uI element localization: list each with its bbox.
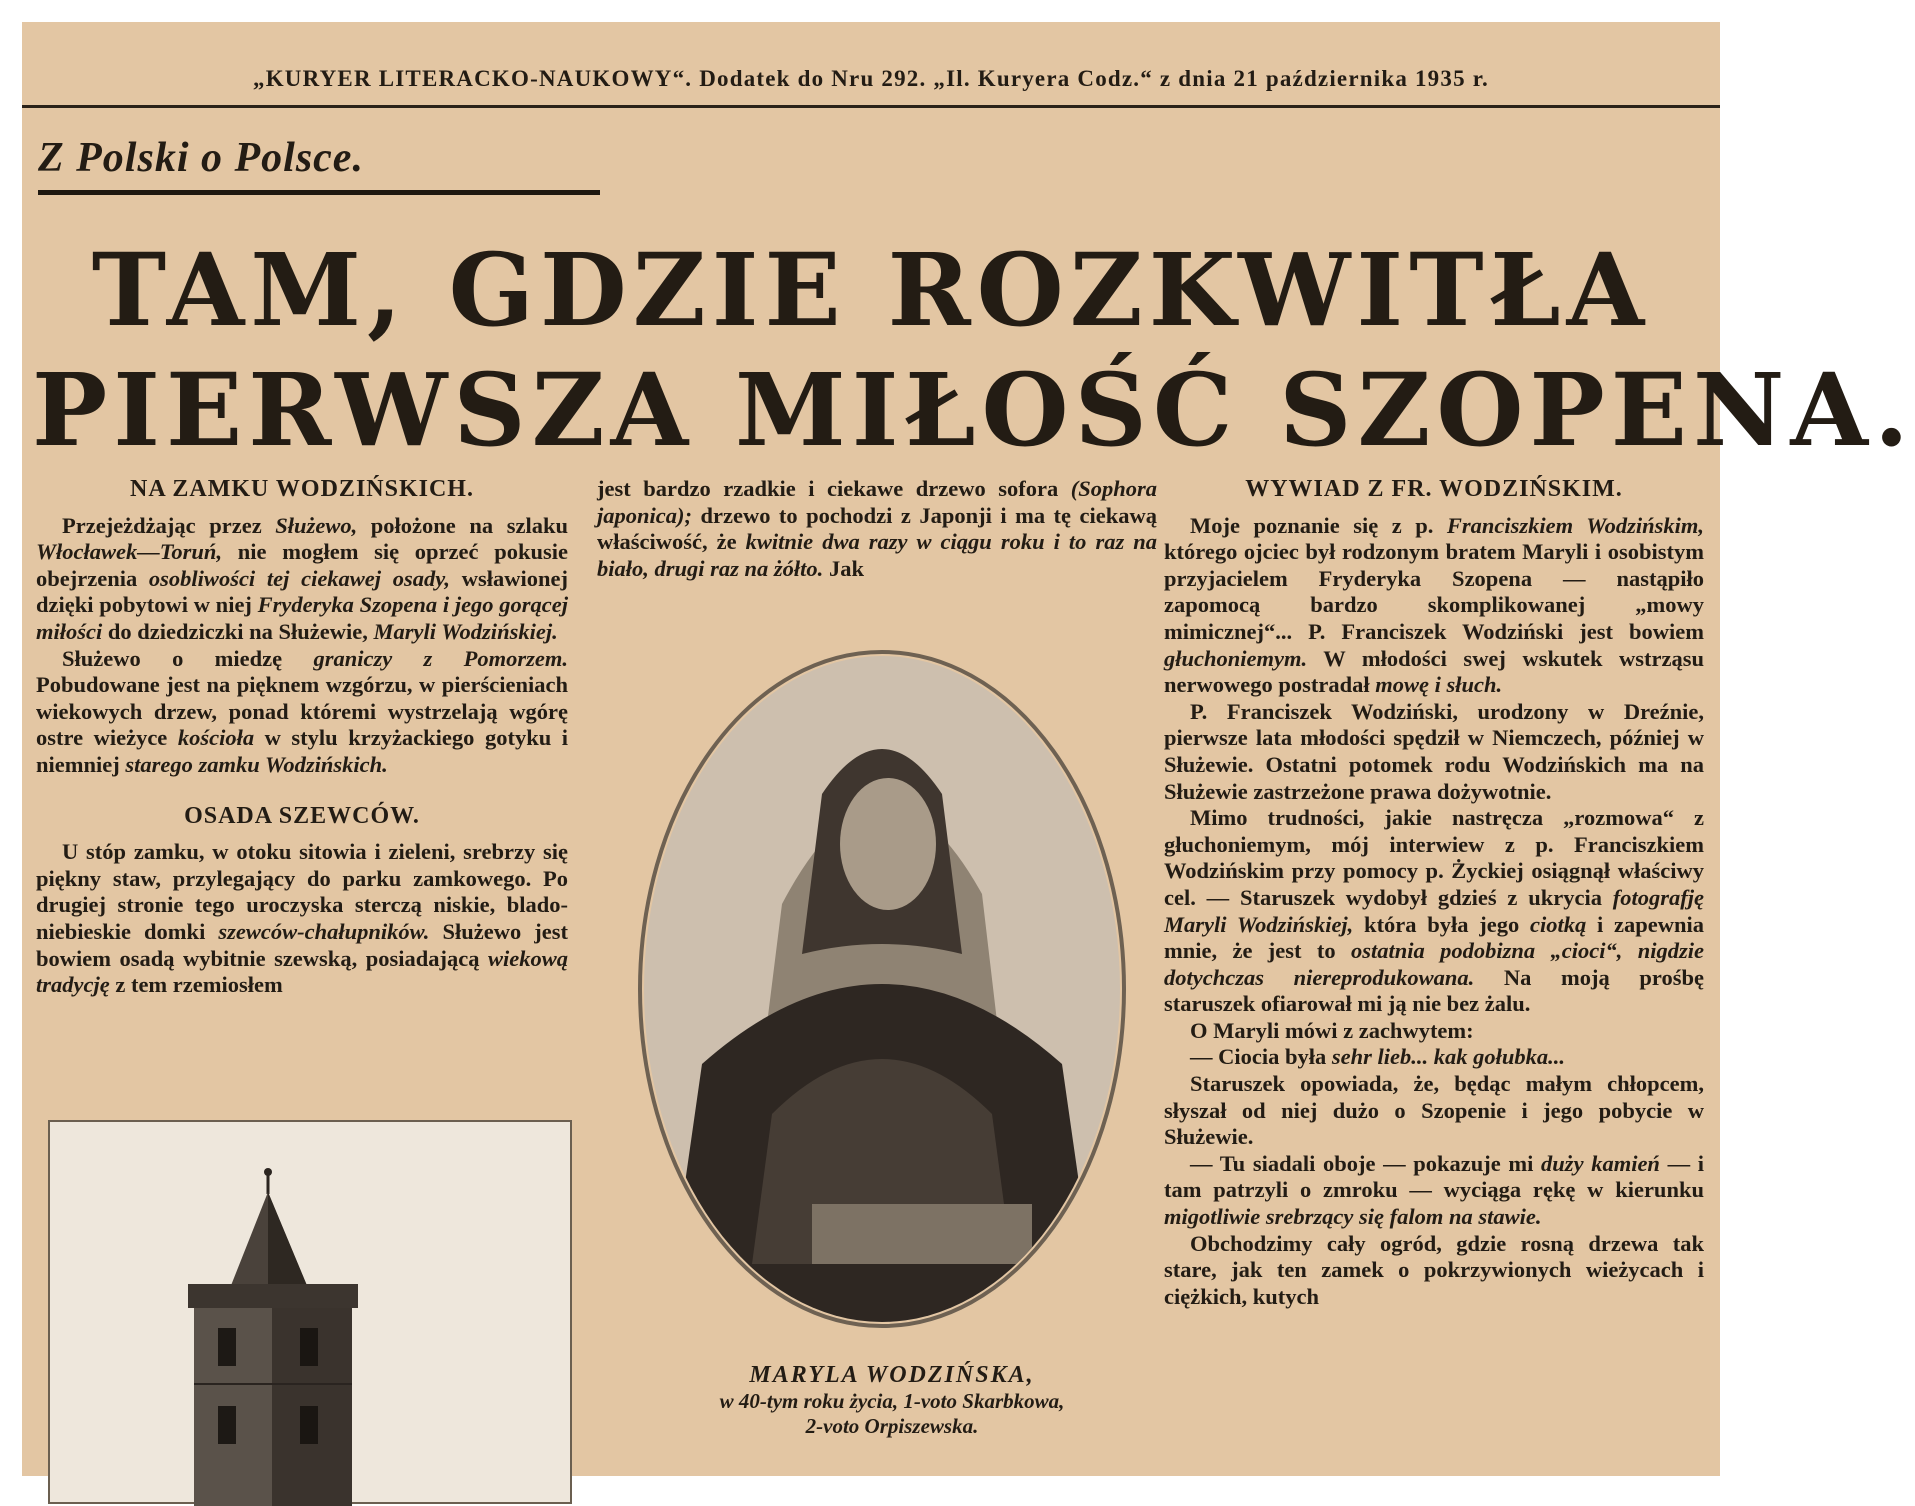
italic-run: fotografję Maryli Wodzińskiej, [1164,884,1704,937]
text-run: którego ojciec był rodzonym bratem Maryli i osobistym przyjacielem Fryderyka Szopena — nastąpiło zapomocą bardzo skomplikowanej „mowy mimicznej“... P. Franciszek Wodziński jest bowiem [1164,539,1704,644]
text-run: która była jego [1353,911,1530,937]
italic-run: ostatnia podobizna „cioci“, nigdzie dotychczas niereprodukowana. [1164,938,1704,990]
text-run: Służewo jest bowiem osadą wybitnie szewską, posiadającą [36,918,568,971]
italic-run: duży kamień [1541,1150,1660,1176]
text-run: Obchodzimy cały ogród, gdzie rosną drzewa tak stare, jak ten zamek o pokrzywionych wieżycach i ciężkich, kutych [1164,1230,1704,1309]
paragraph [1164,1071,1704,1151]
italic-run: osobliwości tej ciekawej osady, [148,565,451,591]
italic-run: starego zamku Wodzińskich. [125,751,388,777]
caption-name: MARYLA WODZIŃSKA, [749,1362,1035,1388]
article-column-2 [597,476,1157,582]
italic-run: (Sophora japonica); [597,476,1157,528]
italic-run: migotliwie srebrzący się falom na stawie. [1164,1204,1542,1230]
church-tower-photo [48,1120,572,1504]
subheading-na-zamku: NA ZAMKU WODZIŃSKICH. [130,476,474,502]
paragraph [1164,1018,1704,1045]
text-run: w stylu krzyżackiego gotyku i niemniej [36,725,569,777]
paragraph [1164,1044,1704,1071]
italic-run: Fryderyka Szopena i jego gorącej miłości [36,592,569,644]
article-column-1 [36,476,568,999]
paragraph [1164,699,1704,805]
italic-run: Franciszkiem Wodzińskim, [1446,512,1704,538]
text-run: Na moją prośbę staruszek ofiarował mi ją nie bez żalu. [1164,964,1704,1017]
text-run: Jak [823,555,864,581]
italic-run: szewców-chałupników. [218,918,430,944]
text-run: jest bardzo rzadkie i ciekawe drzewo sofora [597,476,1071,501]
text-run: Moje poznanie się z p. [1190,512,1447,538]
section-title: Z Polski o Polsce. [38,135,364,181]
paragraph [36,646,568,779]
text-run: wsławionej dzięki pobytowi w niej [36,565,568,618]
paragraph [1164,805,1704,1018]
text-run: O Maryli mówi z zachwytem: [1190,1017,1474,1043]
text-run: U stóp zamku, w otoku sitowia i zieleni, srebrzy się piękny staw, przylegający do parku zamkowego. Po drugiej stronie tego uroczyska sterczą niskie, blado-niebieskie domki [36,839,568,944]
italic-run: graniczy z Pomorzem. [313,645,568,671]
italic-run: mowę i słuch. [1375,672,1503,698]
text-run: drzewo to pochodzi z Japonji i ma tę ciekawą właściwość, że [597,502,1157,555]
italic-run: sehr lieb... kak gołubka... [1331,1044,1566,1070]
text-run: położone na szlaku [357,512,569,538]
masthead: „KURYER LITERACKO-NAUKOWY“. Dodatek do Nru 292. „Il. Kuryera Codz.“ z dnia 21 października 1935 r. [253,66,1489,91]
subheading-osada-szewcow: OSADA SZEWCÓW. [184,802,420,829]
text-run: P. Franciszek Wodziński, urodzony w Dreźnie, pierwsze lata młodości spędził w Niemczech, później w Służewie. Ostatni potomek rodu Wodzińskich ma na Służewie zastrzeżone prawa dożywotnie. [1164,698,1704,804]
italic-run: wiekową tradycję [36,945,568,998]
text-run: Przejeżdżając przez [62,512,276,538]
text-run: nie mogłem się oprzeć pokusie obejrzenia [36,539,568,591]
italic-run: ciotką [1530,911,1587,937]
text-run: — i tam patrzyli o zmroku — wyciąga rękę w kierunku [1164,1150,1704,1203]
italic-run: Maryli Wodzińskiej. [373,618,558,644]
text-run: Pobudowane jest na pięknem wzgórzu, w pierścieniach wiekowych drzew, ponad któremi wystrzelają wgórę ostre wieżyce [36,672,568,751]
masthead-rule [22,105,1720,108]
text-run: — Ciocia była [1190,1044,1332,1070]
headline-line-2: PIERWSZA MIŁOŚĆ SZOPENA. [32,351,1915,469]
italic-run: Włocławek—Toruń, [36,539,223,565]
paragraph [36,839,568,999]
text-run: Staruszek opowiada, że, będąc małym chłopcem, słyszał od niej dużo o Szopenie i jego pobycie w Służewie. [1164,1071,1704,1150]
newspaper-page [22,22,1915,1476]
text-run: — Tu siadali oboje — pokazuje mi [1190,1150,1542,1176]
portrait-caption [642,1362,1142,1439]
paragraph [1164,1231,1704,1311]
maryla-wodzinska-portrait [632,644,1132,1334]
text-run: i zapewnia mnie, że jest to [1164,911,1704,964]
paragraph [1164,513,1704,699]
text-run: Mimo trudności, jakie nastręcza „rozmowa“ z głuchoniemym, mój interwiew z p. Franciszkiem Wodzińskim przy pomocy p. Życkiej osiągnął właściwy cel. — Staruszek wydobył gdzieś z ukrycia [1164,805,1704,910]
section-title-underline [38,190,600,195]
caption-line: 2-voto Orpiszewska. [805,1414,979,1438]
subheading-wywiad: WYWIAD Z FR. WODZIŃSKIM. [1245,476,1623,502]
italic-run: kościoła [177,725,255,751]
italic-run: głuchoniemym. [1164,645,1308,671]
paragraph [36,513,568,646]
caption-line: w 40-tym roku życia, 1-voto Skarbkowa, [719,1389,1065,1413]
text-run: z tem rzemiosłem [109,972,283,998]
paragraph [597,476,1157,582]
article-column-3 [1164,476,1704,1310]
paragraph [1164,1151,1704,1231]
text-run: do dziedziczki na Służewie, [102,618,374,644]
italic-run: Służewo, [275,512,358,538]
text-run: Służewo o miedzę [62,645,314,671]
italic-run: kwitnie dwa razy w ciągu roku i to raz na biało, drugi raz na żółto. [597,529,1157,581]
text-run: W młodości swej wskutek wstrząsu nerwowego postradał [1164,645,1704,698]
headline-line-1: TAM, GDZIE ROZKWITŁA [91,231,1651,349]
